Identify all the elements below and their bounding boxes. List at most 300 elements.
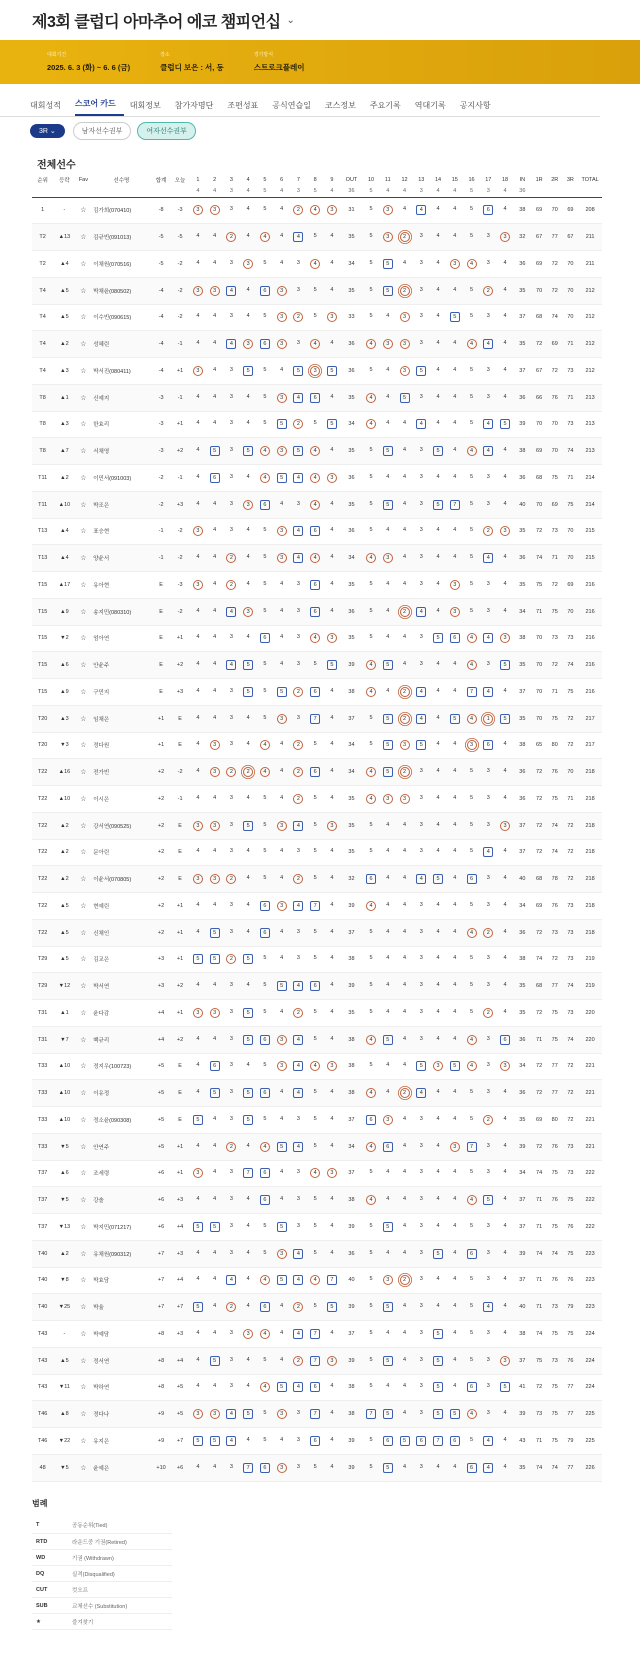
player-row[interactable] <box>32 625 602 652</box>
player-name[interactable]: 박조은 <box>93 502 110 509</box>
player-row[interactable] <box>32 1053 602 1080</box>
favorite-star-icon[interactable]: ☆ <box>80 555 87 563</box>
score-mark: 5 <box>243 1088 253 1098</box>
player-row[interactable] <box>32 652 602 679</box>
hole-score <box>206 839 223 866</box>
favorite-star-icon[interactable]: ☆ <box>80 581 87 589</box>
favorite-star-icon[interactable]: ☆ <box>80 287 87 295</box>
player-row[interactable] <box>32 411 602 438</box>
player-name[interactable]: 임채은 <box>93 716 110 723</box>
favorite-star-icon[interactable]: ☆ <box>80 929 87 937</box>
player-name[interactable]: 박하연 <box>93 1385 110 1392</box>
score-mark: 4 <box>483 847 493 857</box>
total-to-par: +2 <box>157 929 165 936</box>
player-row[interactable] <box>32 893 602 920</box>
favorite-star-icon[interactable]: ☆ <box>80 715 87 723</box>
round-select[interactable] <box>30 124 65 138</box>
score-mark: 3 <box>419 500 423 507</box>
grand-total: 216 <box>585 581 595 588</box>
round-score: 76 <box>567 1277 574 1284</box>
player-name[interactable]: 양윤서 <box>93 556 110 563</box>
hole-score <box>223 598 240 625</box>
player-row[interactable] <box>32 1000 602 1027</box>
hole-score <box>379 304 396 331</box>
player-name[interactable]: 박율 <box>93 1305 104 1312</box>
favorite-star-icon[interactable]: ☆ <box>80 1250 87 1258</box>
favorite-star-icon[interactable]: ☆ <box>80 795 87 803</box>
player-row[interactable] <box>32 1294 602 1321</box>
favorite-star-icon[interactable]: ☆ <box>80 314 87 322</box>
player-row[interactable] <box>32 1080 602 1107</box>
player-row[interactable] <box>32 839 602 866</box>
player-row[interactable] <box>32 1428 602 1455</box>
player-name[interactable]: 구민지 <box>93 689 110 696</box>
player-name[interactable]: 김교은 <box>93 957 110 964</box>
score-mark: 4 <box>453 473 457 480</box>
hole-score <box>497 1107 514 1134</box>
round-score: 72 <box>536 1143 543 1150</box>
hole-score <box>273 1107 290 1134</box>
favorite-star-icon[interactable]: ☆ <box>80 1116 87 1124</box>
in-total: 34 <box>519 608 526 615</box>
hole-score <box>290 1294 307 1321</box>
favorite-star-icon[interactable]: ☆ <box>80 341 87 349</box>
score-mark: 3 <box>500 821 510 831</box>
favorite-star-icon[interactable]: ☆ <box>80 1009 87 1017</box>
player-name[interactable]: 박지민(071217) <box>93 1224 132 1231</box>
hole-score <box>430 1133 447 1160</box>
in-total: 39 <box>519 1250 526 1257</box>
favorite-star-icon[interactable]: ☆ <box>80 1411 87 1419</box>
player-name[interactable]: 정서연 <box>93 1358 110 1365</box>
score-mark: 4 <box>503 1329 507 1336</box>
score-mark: 5 <box>210 446 220 456</box>
favorite-star-icon[interactable]: ☆ <box>80 1357 87 1365</box>
hole-score <box>223 732 240 759</box>
player-name[interactable]: 안연주 <box>93 1144 110 1151</box>
player-name[interactable]: 김가희(070410) <box>93 208 132 215</box>
player-row[interactable] <box>32 1026 602 1053</box>
score-mark: 4 <box>503 393 507 400</box>
player-name[interactable]: 박예담 <box>93 1331 110 1338</box>
player-row[interactable] <box>32 518 602 545</box>
favorite-star-icon[interactable]: ☆ <box>80 608 87 616</box>
favorite-star-icon[interactable]: ☆ <box>80 234 87 242</box>
score-mark: 4 <box>366 1142 376 1152</box>
score-mark: 4 <box>366 1195 376 1205</box>
score-mark: 4 <box>366 794 376 804</box>
favorite-star-icon[interactable]: ☆ <box>80 1143 87 1151</box>
today-to-par: E <box>178 849 182 856</box>
player-name[interactable]: 김규빈(091013) <box>93 235 132 242</box>
hole-score <box>497 1267 514 1294</box>
player-name[interactable]: 이시은 <box>93 796 110 803</box>
player-row[interactable] <box>32 705 602 732</box>
today-to-par: E <box>178 742 182 749</box>
score-mark: 4 <box>293 473 303 483</box>
hole-score <box>463 705 480 732</box>
player-name[interactable]: 이채원(070516) <box>93 261 132 268</box>
player-name[interactable]: 엄아연 <box>93 636 110 643</box>
score-mark: 1 <box>483 714 493 724</box>
score-mark: 4 <box>246 580 250 587</box>
score-mark: 3 <box>419 393 423 400</box>
hole-score <box>497 411 514 438</box>
favorite-star-icon[interactable]: ☆ <box>80 1277 87 1285</box>
today-to-par: +4 <box>176 1357 184 1364</box>
score-mark: 4 <box>330 607 334 614</box>
favorite-star-icon[interactable]: ☆ <box>80 448 87 456</box>
score-mark: 2 <box>293 312 303 322</box>
score-mark: 4 <box>213 233 217 240</box>
player-row[interactable] <box>32 1214 602 1241</box>
rank-change: ▲5 <box>60 287 69 294</box>
favorite-star-icon[interactable]: ☆ <box>80 849 87 857</box>
chevron-down-icon[interactable]: ⌄ <box>286 14 295 26</box>
player-row[interactable] <box>32 759 602 786</box>
hole-score <box>324 598 341 625</box>
out-total: 38 <box>348 688 355 695</box>
tab-entries[interactable]: 참가자명단 <box>174 101 214 110</box>
favorite-star-icon[interactable]: ☆ <box>80 822 87 830</box>
hole-score <box>379 411 396 438</box>
score-mark: 5 <box>313 1463 317 1470</box>
hole-score <box>324 411 341 438</box>
player-row[interactable] <box>32 732 602 759</box>
player-row[interactable] <box>32 1347 602 1374</box>
player-row[interactable] <box>32 973 602 1000</box>
player-name[interactable]: 강서연(090525) <box>93 823 132 830</box>
player-name[interactable]: 표승현 <box>93 529 110 536</box>
player-row[interactable] <box>32 465 602 492</box>
total-to-par: +6 <box>157 1223 165 1230</box>
player-row[interactable] <box>32 1267 602 1294</box>
out-total: 36 <box>348 528 355 535</box>
favorite-star-icon[interactable]: ☆ <box>80 1170 87 1178</box>
today-to-par: +7 <box>176 1304 184 1311</box>
player-row[interactable] <box>32 277 602 304</box>
round-score: 76 <box>567 1223 574 1230</box>
tab-notices[interactable]: 공지사항 <box>459 101 491 110</box>
hole-score <box>363 304 380 331</box>
hole-score <box>379 866 396 893</box>
favorite-star-icon[interactable]: ☆ <box>80 1330 87 1338</box>
grand-total: 218 <box>585 769 595 776</box>
round-score: 72 <box>536 1384 543 1391</box>
player-name[interactable]: 박효담 <box>93 1278 110 1285</box>
hole-score <box>430 1107 447 1134</box>
hole-score <box>396 652 413 679</box>
player-row[interactable] <box>32 812 602 839</box>
score-mark: 4 <box>503 580 507 587</box>
score-mark: 4 <box>293 1249 303 1259</box>
score-mark: 5 <box>263 1115 267 1122</box>
score-mark: 4 <box>310 1275 320 1285</box>
score-mark: 5 <box>470 286 474 293</box>
hole-score <box>206 1401 223 1428</box>
player-row[interactable] <box>32 438 602 465</box>
in-total: 39 <box>519 421 526 428</box>
hole-score <box>413 411 430 438</box>
score-mark: 2 <box>400 607 410 617</box>
player-name[interactable]: 성혜린 <box>93 342 110 349</box>
player-row[interactable] <box>32 572 602 599</box>
column-header: 2 <box>213 177 217 183</box>
favorite-star-icon[interactable]: ☆ <box>80 956 87 964</box>
grand-total: 223 <box>585 1277 595 1284</box>
today-to-par: -2 <box>177 260 183 267</box>
female-division-button[interactable]: 여자선수권부 <box>137 122 196 140</box>
hole-score <box>363 1026 380 1053</box>
player-name[interactable]: 정다나 <box>93 1412 110 1419</box>
score-mark: 4 <box>503 1436 507 1443</box>
player-name[interactable]: 문아린 <box>93 850 110 857</box>
player-row[interactable] <box>32 919 602 946</box>
tab-results[interactable]: 대회성적 <box>30 101 61 110</box>
hole-score <box>430 224 447 251</box>
rank-change: ▲5 <box>60 314 69 321</box>
rank: T13 <box>37 528 48 535</box>
score-mark: 4 <box>436 527 440 534</box>
player-row[interactable] <box>32 491 602 518</box>
hole-score <box>190 384 207 411</box>
player-name[interactable]: 신채인 <box>93 930 110 937</box>
player-row[interactable] <box>32 251 602 278</box>
score-mark: 5 <box>369 206 373 213</box>
in-total: 40 <box>519 501 526 508</box>
player-name[interactable]: 이윤서(070805) <box>93 877 132 884</box>
player-row[interactable] <box>32 224 602 251</box>
hole-score <box>240 1187 257 1214</box>
favorite-star-icon[interactable]: ☆ <box>80 1304 87 1312</box>
hole-score <box>290 1000 307 1027</box>
player-row[interactable] <box>32 304 602 331</box>
hole-score <box>273 1454 290 1481</box>
favorite-star-icon[interactable]: ☆ <box>80 742 87 750</box>
favorite-star-icon[interactable]: ☆ <box>80 1090 87 1098</box>
hole-score <box>363 1347 380 1374</box>
player-name[interactable]: 이유정 <box>93 1091 110 1098</box>
player-name[interactable]: 정다원 <box>93 743 110 750</box>
score-mark: 3 <box>229 313 233 320</box>
hole-score <box>480 732 497 759</box>
today-to-par: +4 <box>176 1277 184 1284</box>
tab-scorecard[interactable]: 스코어 카드 <box>75 98 124 116</box>
round-score: 72 <box>567 876 574 883</box>
score-mark: 4 <box>503 901 507 908</box>
player-row[interactable] <box>32 545 602 572</box>
player-row[interactable] <box>32 1187 602 1214</box>
score-mark: 5 <box>470 1008 474 1015</box>
score-mark: 4 <box>436 286 440 293</box>
favorite-star-icon[interactable]: ☆ <box>80 207 87 215</box>
favorite-star-icon[interactable]: ☆ <box>80 394 87 402</box>
today-to-par: E <box>178 822 182 829</box>
score-mark: 7 <box>243 1463 253 1473</box>
score-mark: 3 <box>419 286 423 293</box>
tab-info[interactable]: 대회정보 <box>129 101 161 110</box>
favorite-star-icon[interactable]: ☆ <box>80 1197 87 1205</box>
player-row[interactable] <box>32 1133 602 1160</box>
player-name[interactable]: 유아현 <box>93 582 110 589</box>
score-mark: 4 <box>503 1089 507 1096</box>
hole-score <box>206 1294 223 1321</box>
player-name[interactable]: 백규리 <box>93 1037 110 1044</box>
hole-score <box>413 1107 430 1134</box>
favorite-star-icon[interactable]: ☆ <box>80 635 87 643</box>
favorite-star-icon[interactable]: ☆ <box>80 421 87 429</box>
score-mark: 3 <box>193 821 203 831</box>
hole-score <box>223 705 240 732</box>
tab-records[interactable]: 주요기록 <box>369 101 401 110</box>
hole-score <box>396 438 413 465</box>
hole-score <box>257 679 274 706</box>
in-total: 36 <box>519 555 526 562</box>
hole-score <box>324 732 341 759</box>
tab-history[interactable]: 역대기록 <box>414 101 446 110</box>
score-mark: 3 <box>486 1356 490 1363</box>
score-mark: 4 <box>483 1302 493 1312</box>
player-row[interactable] <box>32 358 602 385</box>
favorite-star-icon[interactable]: ☆ <box>80 902 87 910</box>
favorite-star-icon[interactable]: ☆ <box>80 501 87 509</box>
favorite-star-icon[interactable]: ☆ <box>80 1036 87 1044</box>
round-score: 72 <box>536 929 543 936</box>
favorite-star-icon[interactable]: ☆ <box>80 1223 87 1231</box>
hole-score <box>257 224 274 251</box>
tournament-title[interactable]: 제3회 클럽디 아마추어 에코 챔피언십 <box>32 13 281 31</box>
hole-score <box>363 652 380 679</box>
score-mark: 3 <box>419 1249 423 1256</box>
hole-score <box>363 1321 380 1348</box>
player-name[interactable]: 윤예은 <box>93 1465 110 1472</box>
score-mark: 4 <box>503 313 507 320</box>
player-row[interactable] <box>32 1374 602 1401</box>
score-mark: 4 <box>213 554 217 561</box>
player-name[interactable]: 강솔 <box>93 1198 104 1205</box>
tab-pairings[interactable]: 조편성표 <box>227 101 259 110</box>
hole-score <box>430 438 447 465</box>
player-row[interactable] <box>32 1454 602 1481</box>
favorite-star-icon[interactable]: ☆ <box>80 367 87 375</box>
score-mark: 5 <box>383 286 393 296</box>
favorite-star-icon[interactable]: ☆ <box>80 688 87 696</box>
favorite-star-icon[interactable]: ☆ <box>80 1437 87 1445</box>
player-name[interactable]: 서채영 <box>93 449 110 456</box>
hole-score <box>257 411 274 438</box>
player-name[interactable]: 이수빈(090615) <box>93 315 132 322</box>
player-name[interactable]: 박채윤(080502) <box>93 288 132 295</box>
favorite-star-icon[interactable]: ☆ <box>80 983 87 991</box>
player-name[interactable]: 박서연 <box>93 984 110 991</box>
score-mark: 3 <box>486 259 490 266</box>
player-row[interactable] <box>32 197 602 224</box>
player-name[interactable]: 송지민(080310) <box>93 609 132 616</box>
favorite-star-icon[interactable]: ☆ <box>80 1384 87 1392</box>
player-row[interactable] <box>32 679 602 706</box>
round-score: 70 <box>567 528 574 535</box>
score-mark: 3 <box>193 874 203 884</box>
score-mark: 5 <box>369 741 373 748</box>
player-name[interactable]: 신예지 <box>93 395 110 402</box>
today-to-par: E <box>178 1090 182 1097</box>
hole-score <box>430 1454 447 1481</box>
favorite-star-icon[interactable]: ☆ <box>80 528 87 536</box>
player-name[interactable]: 전가빈 <box>93 770 110 777</box>
score-mark: 4 <box>246 741 250 748</box>
favorite-star-icon[interactable]: ☆ <box>80 1063 87 1071</box>
score-mark: 5 <box>313 1115 317 1122</box>
player-row[interactable] <box>32 331 602 358</box>
hole-score <box>497 732 514 759</box>
tab-course[interactable]: 코스정보 <box>324 101 356 110</box>
favorite-star-icon[interactable]: ☆ <box>80 1464 87 1472</box>
player-name[interactable]: 조세령 <box>93 1171 110 1178</box>
hole-score <box>223 545 240 572</box>
score-mark: 4 <box>403 554 407 561</box>
player-row[interactable] <box>32 786 602 813</box>
hole-score <box>363 919 380 946</box>
player-name[interactable]: 정소윤(090308) <box>93 1117 132 1124</box>
male-division-button[interactable]: 남자선수권부 <box>73 122 132 140</box>
hole-score <box>206 1187 223 1214</box>
player-row[interactable] <box>32 384 602 411</box>
hole-score <box>206 1080 223 1107</box>
score-mark: 4 <box>386 875 390 882</box>
tab-practice[interactable]: 공식연습일 <box>272 101 311 110</box>
player-name[interactable]: 윤다감 <box>93 1010 110 1017</box>
favorite-star-icon[interactable]: ☆ <box>80 474 87 482</box>
player-row[interactable] <box>32 1401 602 1428</box>
hole-score <box>396 304 413 331</box>
player-row[interactable] <box>32 1160 602 1187</box>
favorite-star-icon[interactable]: ☆ <box>80 769 87 777</box>
round-score: 73 <box>551 929 558 936</box>
player-row[interactable] <box>32 598 602 625</box>
hole-score <box>290 866 307 893</box>
player-name[interactable]: 현예린 <box>93 903 110 910</box>
player-name[interactable]: 유채원(090312) <box>93 1251 132 1258</box>
player-row[interactable] <box>32 866 602 893</box>
score-mark: 5 <box>369 259 373 266</box>
player-row[interactable] <box>32 1321 602 1348</box>
hole-score <box>307 304 324 331</box>
player-name[interactable]: 이민서(091003) <box>93 475 132 482</box>
favorite-star-icon[interactable]: ☆ <box>80 662 87 670</box>
player-row[interactable] <box>32 1240 602 1267</box>
score-mark: 3 <box>296 580 300 587</box>
player-name[interactable]: 안윤주 <box>93 663 110 670</box>
score-mark: 4 <box>226 1275 236 1285</box>
favorite-star-icon[interactable]: ☆ <box>80 876 87 884</box>
rank: T37 <box>37 1170 48 1177</box>
hole-score <box>324 866 341 893</box>
score-mark: 4 <box>453 366 457 373</box>
player-name[interactable]: 한효리 <box>93 422 110 429</box>
player-name[interactable]: 유지은 <box>93 1438 110 1445</box>
player-row[interactable] <box>32 946 602 973</box>
score-mark: 4 <box>196 848 200 855</box>
favorite-star-icon[interactable]: ☆ <box>80 260 87 268</box>
player-name[interactable]: 정지우(100723) <box>93 1064 132 1071</box>
score-mark: 4 <box>213 313 217 320</box>
grand-total: 216 <box>585 608 595 615</box>
player-name[interactable]: 박서진(080411) <box>93 368 131 375</box>
score-mark: 5 <box>243 1115 253 1125</box>
hole-score <box>257 572 274 599</box>
column-header: 순위 <box>37 178 48 184</box>
player-row[interactable] <box>32 1107 602 1134</box>
